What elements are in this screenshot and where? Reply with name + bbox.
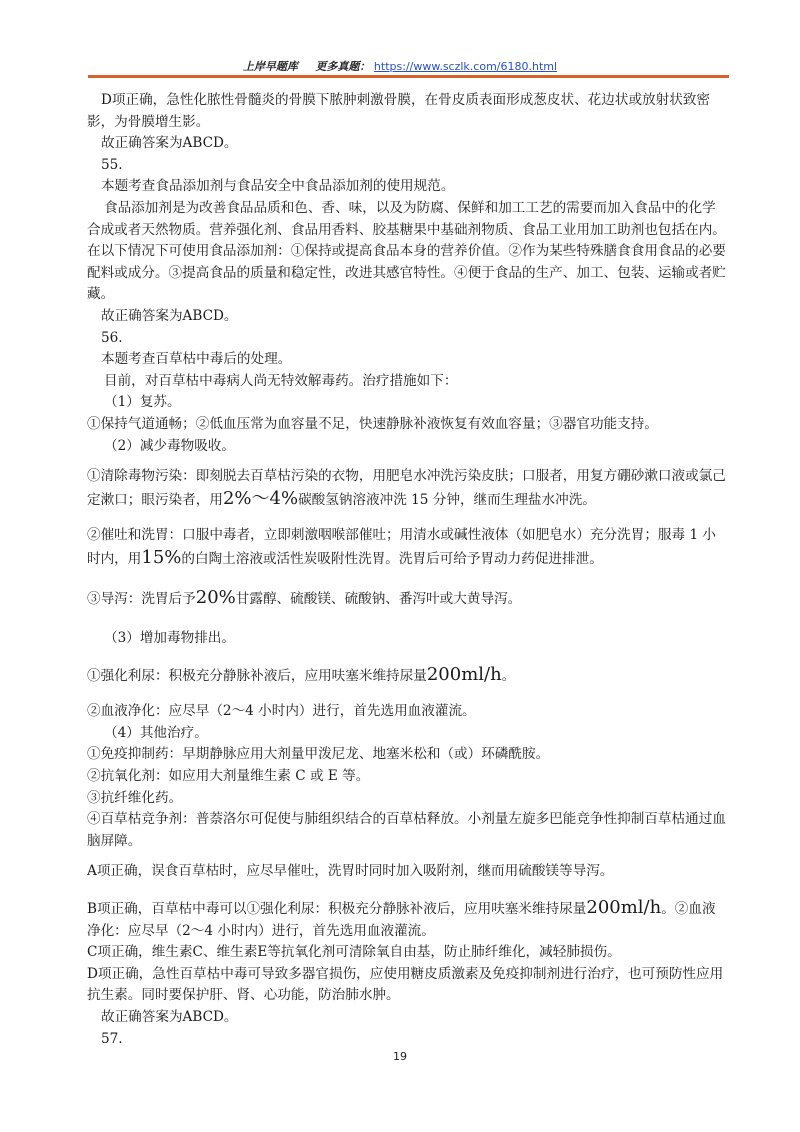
- question-number: 55.: [101, 156, 123, 173]
- paragraph: ③抗纤维化药。: [87, 789, 183, 806]
- paragraph: [87, 897, 727, 942]
- paragraph: ①免疫抑制药：早期静脉应用大剂量甲泼尼龙、地塞米松和（或）环磷酰胺。: [87, 746, 550, 763]
- text-run: 。: [501, 667, 516, 684]
- paragraph: 故正确答案为ABCD。: [101, 1008, 238, 1025]
- question-number: 57.: [101, 1030, 123, 1047]
- paragraph: D项正确，急性化脓性骨髓炎的骨膜下脓肿刺激骨膜，在骨皮质表面形成葱皮状、花边状或放射状致密影，为骨膜增生影。: [87, 92, 711, 130]
- formula: 2%～4%: [222, 487, 299, 509]
- text-run: ①强化利尿：积极充分静脉补液后，应用呋塞米维持尿量: [87, 667, 427, 684]
- paragraph: ②血液净化：应尽早（2～4 小时内）进行，首先选用血液灌流。: [87, 703, 476, 720]
- paragraph: ①保持气道通畅；②低血压常为血容量不足，快速静脉补液恢复有效血容量；③器官功能支持。: [87, 415, 658, 432]
- paragraph: （3）增加毒物排出。: [104, 630, 235, 647]
- paragraph: D项正确，急性百草枯中毒可导致多器官损伤，应使用糖皮质激素及免疫抑制剂进行治疗，也可预防性应用抗生素。同时要保护肝、肾、心功能，防治肺水肿。: [87, 965, 724, 1004]
- header-link[interactable]: https://www.sczlk.com/6180.html: [373, 60, 558, 73]
- page-header: [0, 58, 800, 74]
- header-divider: [88, 75, 729, 78]
- paragraph: C项正确，维生素C、维生素E等抗氧化剂可清除氧自由基，防止肺纤维化，减轻肺损伤。: [87, 944, 621, 961]
- text-run: 碳酸氢钠溶液冲洗 15 分钟，继而生理盐水冲洗。: [298, 491, 596, 508]
- question-number: 56.: [101, 329, 123, 346]
- paragraph: （1）复苏。: [104, 394, 181, 411]
- text-run: 甘露醇、硫酸镁、硫酸钠、番泻叶或大黄导泻。: [235, 591, 522, 608]
- text-run: 。②血液净化：应尽早（2～4 小时内）进行，首先选用血液灌流。: [87, 901, 716, 939]
- paragraph: [87, 664, 727, 688]
- paragraph: [87, 525, 727, 570]
- paragraph: 本题考查食品添加剂与食品安全中食品添加剂的使用规范。: [101, 178, 455, 195]
- formula: 15%: [141, 546, 182, 568]
- text-run: 的白陶土溶液或活性炭吸附性洗胃。洗胃后可给予胃动力药促进排泄。: [181, 550, 603, 567]
- text-run: ③导泻：洗胃后予: [87, 591, 196, 608]
- paragraph: （2）减少毒物吸收。: [104, 437, 235, 454]
- paragraph: 食品添加剂是为改善食品品质和色、香、味，以及为防腐、保鲜和加工工艺的需要而加入食品中的化学合成或者天然物质。营养强化剂、食品用香料、胶基糖果中基础剂物质、食品工业用加工助剂也包括在内。在以下情况下可使用食品添加剂：①保持或提高食品本身的营养价值。②作为某些特殊膳食食用食品的必要配料或成分。③提高食品的质量和稳定性，改进其感官特性。④便于食品的生产、加工、包装、运输或者贮藏。: [87, 199, 726, 303]
- paragraph: 本题考查百草枯中毒后的处理。: [101, 351, 292, 368]
- formula: 200ml/h: [586, 897, 662, 918]
- text-run: B项正确，百草枯中毒可以①强化利尿：积极充分静脉补液后，应用呋塞米维持尿量: [87, 901, 587, 917]
- page-body: [87, 90, 727, 1050]
- paragraph: A项正确，误食百草枯时，应尽早催吐，洗胃时同时加入吸附剂，继而用硫酸镁等导泻。: [87, 863, 614, 880]
- paragraph: 故正确答案为ABCD。: [101, 135, 238, 152]
- page-number: 19: [393, 1050, 407, 1063]
- text-run: ②催吐和洗胃：口服中毒者，立即刺激咽喉部催吐；用清水或碱性液体（如肥皂水）充分洗胃；服毒 1 小时内，用: [87, 527, 717, 567]
- paragraph: ④百草枯竞争剂：普萘洛尔可促使与肺组织结合的百草枯释放。小剂量左旋多巴能竞争性抑制百草枯通过血脑屏障。: [87, 811, 726, 849]
- site-name: 上岸早题库: [242, 60, 298, 73]
- formula: 20%: [195, 587, 236, 609]
- paragraph: 目前，对百草枯中毒病人尚无特效解毒药。治疗措施如下：: [104, 372, 458, 389]
- paragraph: 故正确答案为ABCD。: [101, 307, 238, 324]
- paragraph: ②抗氧化剂：如应用大剂量维生素 C 或 E 等。: [87, 768, 370, 785]
- text-run: ①清除毒物污染：即刻脱去百草枯污染的衣物，用肥皂水冲洗污染皮肤；口服者，用复方硼砂漱口液或氯己定漱口；眼污染者，用: [87, 468, 726, 508]
- paragraph: [87, 587, 727, 611]
- paragraph: [87, 466, 727, 511]
- formula: 200ml/h: [426, 663, 502, 685]
- more-label: 更多真题：: [315, 60, 371, 73]
- paragraph: （4）其他治疗。: [104, 724, 208, 741]
